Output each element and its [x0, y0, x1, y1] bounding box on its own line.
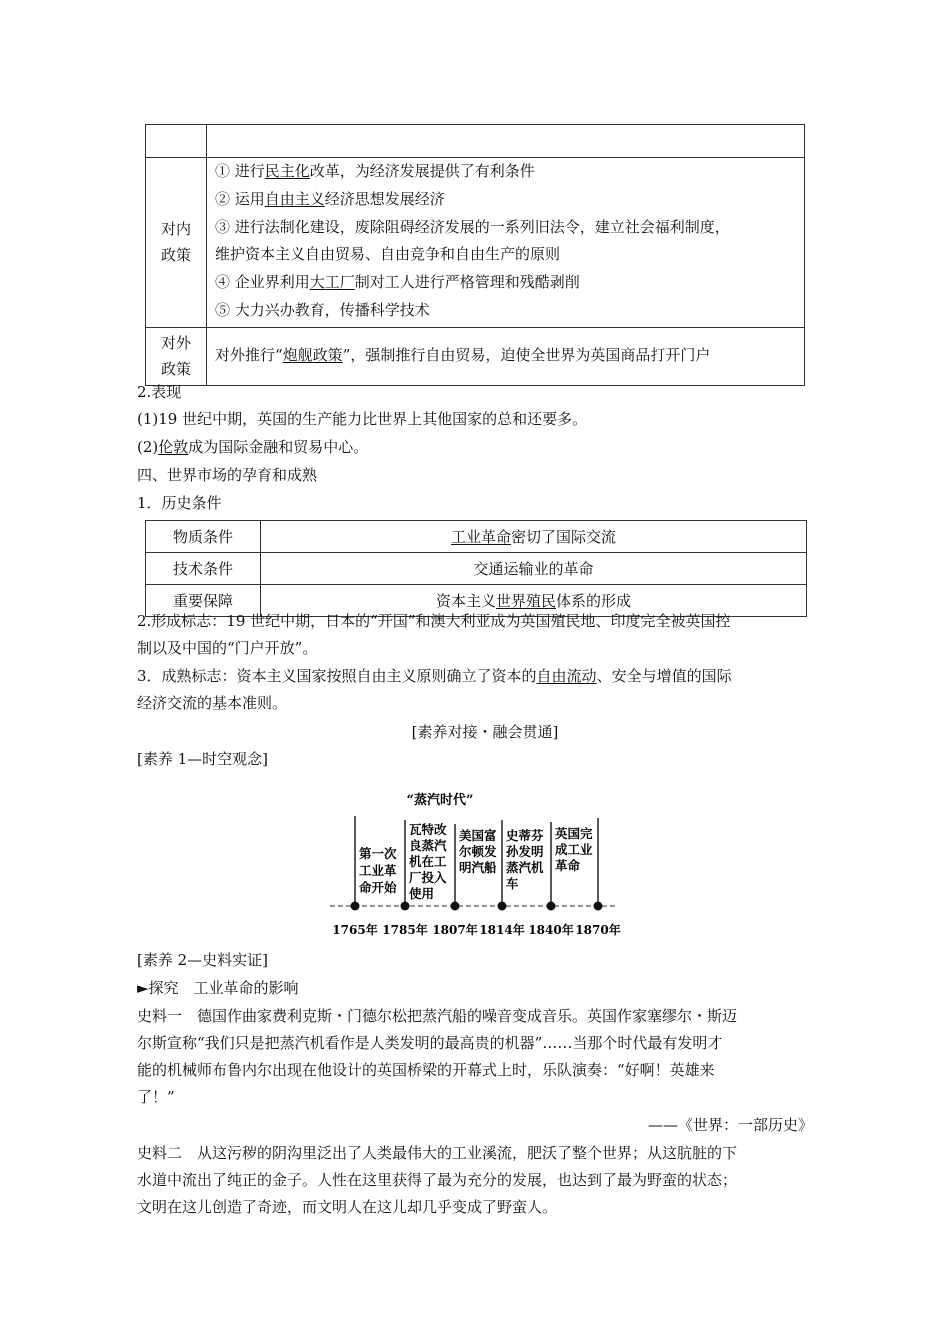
domestic-policy-row: [146, 158, 805, 328]
source-1-line-4: 了！”: [137, 1088, 175, 1106]
timeline-event-text: 工业革: [359, 863, 397, 878]
s4-1-heading: 1．历史条件: [137, 494, 222, 512]
section-4-heading: 四、世界市场的孕育和成熟: [137, 466, 318, 484]
timeline-event-text: 成工业: [555, 842, 593, 857]
timeline-year: 1765年: [332, 923, 378, 937]
timeline-event-text: 命开始: [359, 880, 397, 895]
explore-heading: ►探究 工业革命的影响: [137, 979, 299, 997]
source-1-citation: ——《世界：一部历史》: [647, 1116, 813, 1134]
timeline-year: 1807年: [432, 923, 478, 937]
policy-table-header-row: [146, 125, 805, 158]
domestic-item: ③ 进行法制化建设，废除阻碍经济发展的一系列旧法令，建立社会福利制度，: [215, 217, 730, 236]
timeline-point: [547, 902, 556, 911]
timeline-event-text: 革命: [555, 858, 581, 873]
foreign-policy-text: 对外推行“炮舰政策”，强制推行自由贸易，迫使全世界为英国商品打开门户: [207, 327, 805, 385]
domestic-item: 维护资本主义自由贸易、自由竞争和自由生产的原则: [215, 245, 561, 264]
condition-value: 工业革命密切了国际交流: [261, 521, 807, 553]
domestic-items: [207, 158, 805, 328]
timeline-point: [351, 902, 360, 911]
timeline-event-text: 美国富: [459, 828, 497, 843]
source-2-line-2: 水道中流出了纯正的金子。人性在这里获得了最为充分的发展，也达到了最为野蛮的状态；: [137, 1171, 738, 1189]
domestic-item: ⑤ 大力兴办教育，传播科学技术: [215, 300, 430, 319]
timeline-point: [498, 902, 507, 911]
timeline-event-text: 机在工: [409, 854, 447, 869]
domestic-label-line: 政策: [160, 246, 191, 265]
foreign-label: [146, 327, 207, 385]
conditions-table: [145, 520, 807, 617]
s4-3-line-1: 3．成熟标志：资本主义国家按照自由主义原则确立了资本的自由流动、安全与增值的国际: [137, 667, 732, 685]
timeline-event-text: 使用: [409, 886, 435, 901]
domestic-item: ① 进行民主化改革，为经济发展提供了有利条件: [215, 162, 535, 180]
section-banner: [素养对接・融会贯通]: [411, 723, 559, 741]
source-2-line-3: 文明在这儿创造了奇迹，而文明人在这儿却几乎变成了野蛮人。: [137, 1198, 558, 1216]
timeline-event-text: 尔顿发: [459, 844, 497, 859]
timeline-title: “蒸汽时代”: [406, 793, 474, 808]
timeline-event-text: 蒸汽机: [506, 860, 544, 875]
condition-label: 物质条件: [146, 521, 261, 553]
timeline-event-text: 瓦特改: [409, 822, 447, 837]
timeline-event-text: 明汽船: [459, 860, 497, 875]
condition-label: 技术条件: [146, 553, 261, 585]
source-1-line-3: 能的机械师布鲁内尔出现在他设计的英国桥梁的开幕式上时，乐队演奏：“好啊！英雄来: [137, 1061, 715, 1079]
literacy-2-label: [素养 2—史料实证]: [137, 951, 269, 969]
domestic-item: ② 运用自由主义经济思想发展经济: [215, 189, 445, 208]
foreign-policy-row: [146, 327, 805, 385]
timeline-year: 1870年: [575, 923, 621, 937]
foreign-label-line: 对外: [160, 334, 191, 353]
timeline-event-text: 厂投入: [409, 870, 447, 885]
timeline-year: 1785年: [382, 923, 428, 937]
timeline-event-text: 孙发明: [506, 844, 544, 859]
domestic-label: [146, 158, 207, 328]
timeline-point: [594, 902, 603, 911]
source-1-line-2: 尔斯宣称“我们只是把蒸汽机看作是人类发明的最高贵的机器”……当那个时代最有发明才: [137, 1034, 723, 1052]
section-2-heading: 2.表现: [137, 383, 182, 401]
source-1-line-1: 史料一 德国作曲家费利克斯・门德尔松把蒸汽船的噪音变成音乐。英国作家塞缪尔・斯迈: [137, 1007, 738, 1025]
condition-row: [146, 521, 807, 553]
timeline-point: [401, 902, 410, 911]
timeline-event-text: 英国完: [555, 826, 593, 841]
policy-table: [145, 124, 805, 386]
timeline-event-text: 史蒂芬: [506, 828, 544, 843]
literacy-1-label: [素养 1—时空观念]: [137, 750, 269, 768]
s4-3-line-2: 经济交流的基本准则。: [137, 694, 288, 712]
steam-age-timeline: [320, 788, 630, 940]
s2-paragraph-2: (2)伦敦成为国际金融和贸易中心。: [137, 438, 369, 456]
domestic-item: ④ 企业界利用大工厂制对工人进行严格管理和残酷剥削: [215, 273, 580, 292]
condition-label: 重要保障: [146, 585, 261, 617]
timeline-event-text: 第一次: [359, 846, 397, 861]
condition-row: [146, 553, 807, 585]
condition-value: 资本主义世界殖民体系的形成: [261, 585, 807, 617]
s4-2-line-2: 制以及中国的“门户开放”。: [137, 639, 318, 657]
condition-value: 交通运输业的革命: [261, 553, 807, 585]
s2-paragraph-1: (1)19 世纪中期，英国的生产能力比世界上其他国家的总和还要多。: [137, 410, 588, 428]
foreign-label-line: 政策: [160, 360, 191, 379]
timeline-point: [451, 902, 460, 911]
source-2-line-1: 史料二 从这污秽的阴沟里泛出了人类最伟大的工业溪流，肥沃了整个世界；从这肮脏的下: [137, 1144, 738, 1162]
domestic-label-line: 对内: [160, 220, 191, 239]
s4-2-line-1: 2.形成标志：19 世纪中期，日本的“开国”和澳大利亚成为英国殖民地、印度完全被英国控: [137, 612, 731, 630]
timeline-event-text: 良蒸汽: [409, 838, 447, 853]
timeline-year: 1840年: [528, 923, 574, 937]
timeline-year: 1814年: [479, 923, 525, 937]
timeline-event-text: 车: [506, 876, 519, 891]
